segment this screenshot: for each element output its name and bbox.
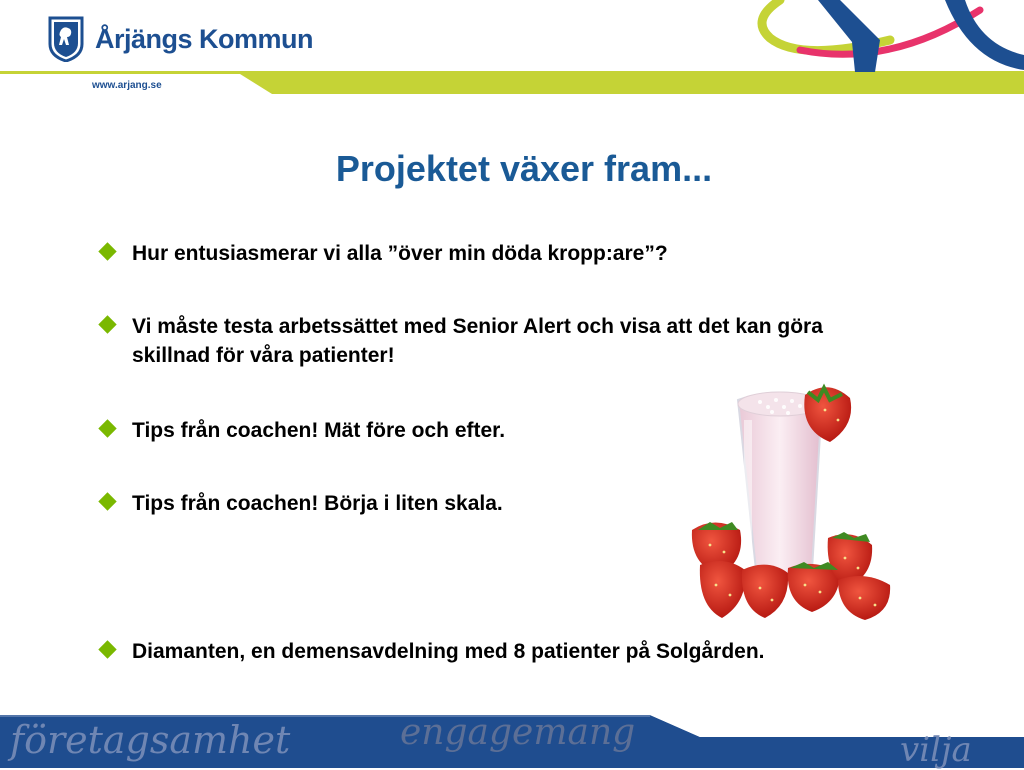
green-diamond-icon (98, 492, 116, 510)
bullet-text: Tips från coachen! Börja i liten skala. (132, 492, 503, 515)
bullet-item (98, 312, 898, 370)
bullet-text: Vi måste testa arbetssättet med Senior Alert och visa att det kan göra skillnad för våra patienter! (132, 315, 823, 367)
coat-of-arms-icon (48, 16, 84, 62)
slide-title: Projektet växer fram... (335, 148, 713, 189)
bullet-text: Diamanten, en demensavdelning med 8 patienter på Solgården. (132, 640, 765, 663)
bullet-item (98, 637, 928, 666)
green-diamond-icon (98, 315, 116, 333)
green-diamond-icon (98, 242, 116, 260)
green-diamond-icon (98, 419, 116, 437)
logo-swirl-icon (740, 0, 1024, 75)
bullet-item (98, 239, 928, 268)
green-diamond-icon (98, 640, 116, 658)
strawberry-smoothie-image (680, 380, 905, 625)
bullet-text: Hur entusiasmerar vi alla ”över min döda kropp:are”? (132, 242, 668, 265)
website-url: www.arjang.se (92, 80, 162, 91)
footer-word: vilja (900, 730, 972, 770)
bullet-text: Tips från coachen! Mät före och efter. (132, 419, 506, 442)
brand-name: Årjängs Kommun (95, 24, 314, 54)
footer-word: engagemang (400, 712, 636, 753)
footer-word: företagsamhet (10, 718, 291, 762)
